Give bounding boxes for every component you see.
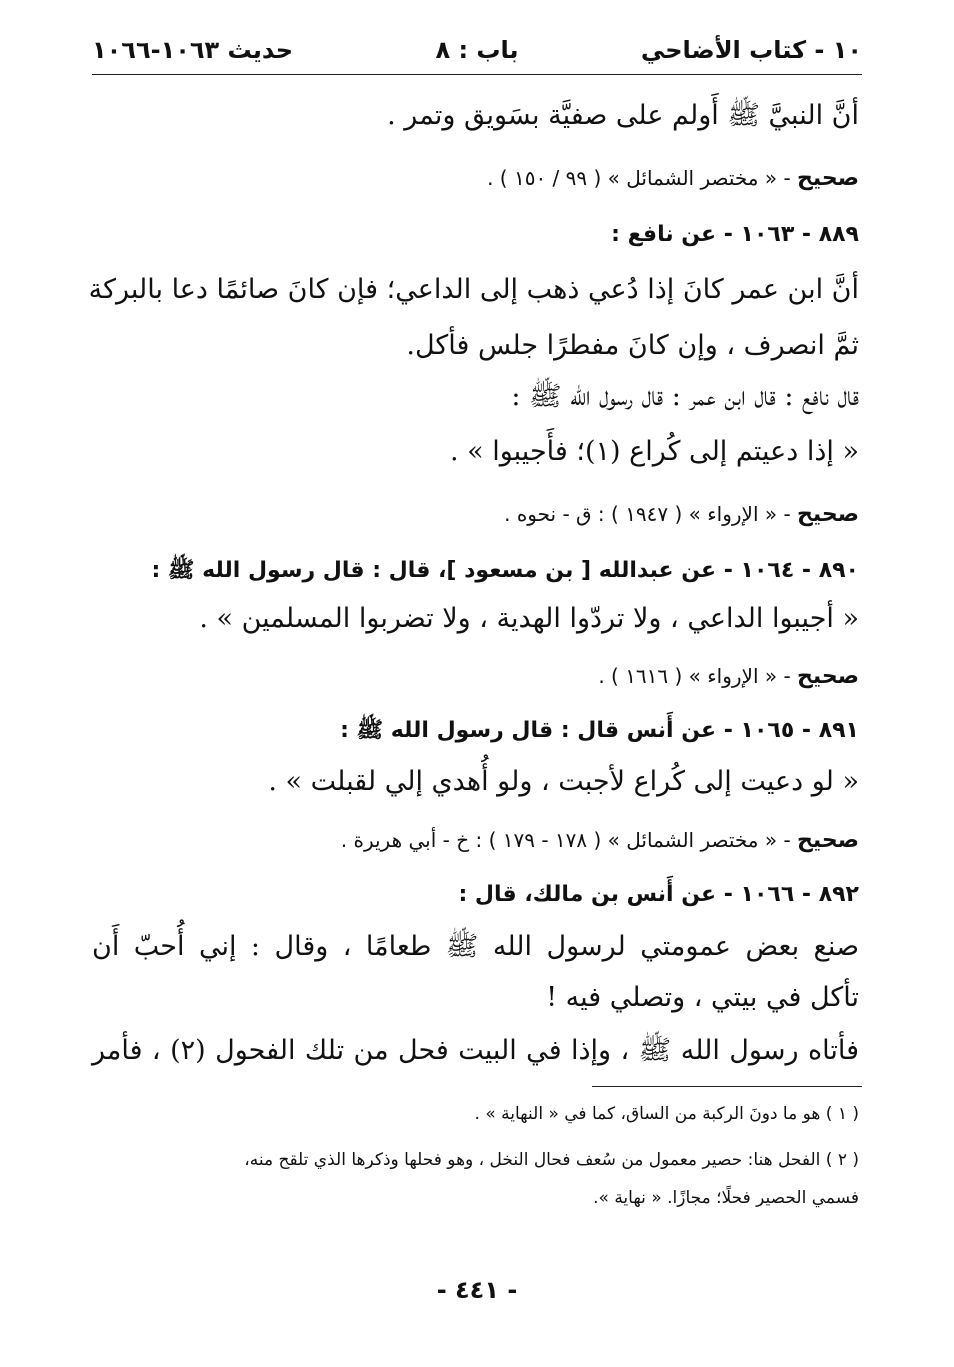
header-rule	[92, 74, 862, 75]
text-line: فأتاه رسول الله ﷺ ، وإذا في البيت فحل من تلك الفحول (٢) ، فأمر	[92, 1035, 859, 1066]
text-line: قال نافع : قال ابن عمر : قال رسول الله ﷺ :	[511, 381, 859, 412]
grade-line	[92, 664, 859, 690]
grade-label: صحيح	[797, 664, 859, 689]
footnote-continuation: فسمي الحصير فحلًا؛ مجازًا. « نهاية ».	[593, 1188, 859, 1208]
grade-label: صحيح	[797, 502, 859, 527]
text-line: « إذا دعيتم إلى كُراع (١)؛ فأَجيبوا » .	[449, 436, 859, 467]
grade-text: - « مختصر الشمائل » ( ٩٩ / ١٥٠ ) .	[487, 166, 798, 190]
text-line: صنع بعض عمومتي لرسول الله ﷺ طعامًا ، وقال : إني أُحبّ أَن	[92, 931, 859, 962]
header-hadith-range: حديث ١٠٦٣-١٠٦٦	[92, 36, 294, 64]
hadith-number-line: ٨٩٢ - ١٠٦٦ - عن أَنس بن مالك، قال :	[458, 882, 859, 907]
hadith-number-line: ٨٩٠ - ١٠٦٤ - عن عبدالله [ بن مسعود ]، قال : قال رسول الله ﷺ :	[151, 558, 859, 583]
header-section: باب : ٨	[435, 36, 519, 64]
text-line: تأكل في بيتي ، وتصلي فيه !	[546, 982, 859, 1013]
text-line: ثمَّ انصرف ، وإن كانَ مفطرًا جلس فأكل.	[406, 330, 859, 361]
grade-text: - « مختصر الشمائل » ( ١٧٨ - ١٧٩ ) : خ - أبي هريرة .	[340, 828, 798, 852]
footnote: ( ٢ ) الفحل هنا: حصير معمول من سُعف فحال النخل ، وهو فحلها وذكرها الذي تلقح منه،	[244, 1150, 859, 1170]
grade-label: صحيح	[797, 828, 859, 853]
text-line: « أجيبوا الداعي ، ولا تردّوا الهدية ، ولا تضربوا المسلمين » .	[199, 603, 859, 634]
running-header	[92, 28, 862, 72]
grade-line	[92, 166, 859, 192]
header-chapter: ١٠ - كتاب الأضاحي	[640, 36, 862, 64]
footnote: ( ١ ) هو ما دونَ الركبة من الساق، كما في « النهاية » .	[474, 1104, 859, 1124]
grade-label: صحيح	[797, 166, 859, 191]
grade-text: - « الإرواء » ( ١٦١٦ ) .	[598, 664, 798, 688]
grade-text: - « الإرواء » ( ١٩٤٧ ) : ق - نحوه .	[504, 502, 798, 526]
page-number: - ٤٤١ -	[436, 1276, 518, 1304]
grade-line	[92, 828, 859, 854]
footnote-rule	[592, 1086, 862, 1087]
text-line: أنَّ النبيَّ ﷺ أَولم على صفيَّة بسَويق وتمر .	[387, 100, 859, 131]
text-line: أنَّ ابن عمر كانَ إذا دُعي ذهب إلى الداعي؛ فإن كانَ صائمًا دعا بالبركة	[88, 274, 859, 305]
hadith-number-line: ٨٨٩ - ١٠٦٣ - عن نافع :	[611, 222, 859, 247]
text-line: « لو دعيت إلى كُراع لأجبت ، ولو أُهدي إلي لقبلت » .	[268, 766, 859, 797]
hadith-number-line: ٨٩١ - ١٠٦٥ - عن أَنس قال : قال رسول الله ﷺ :	[340, 718, 859, 743]
grade-line	[92, 502, 859, 528]
